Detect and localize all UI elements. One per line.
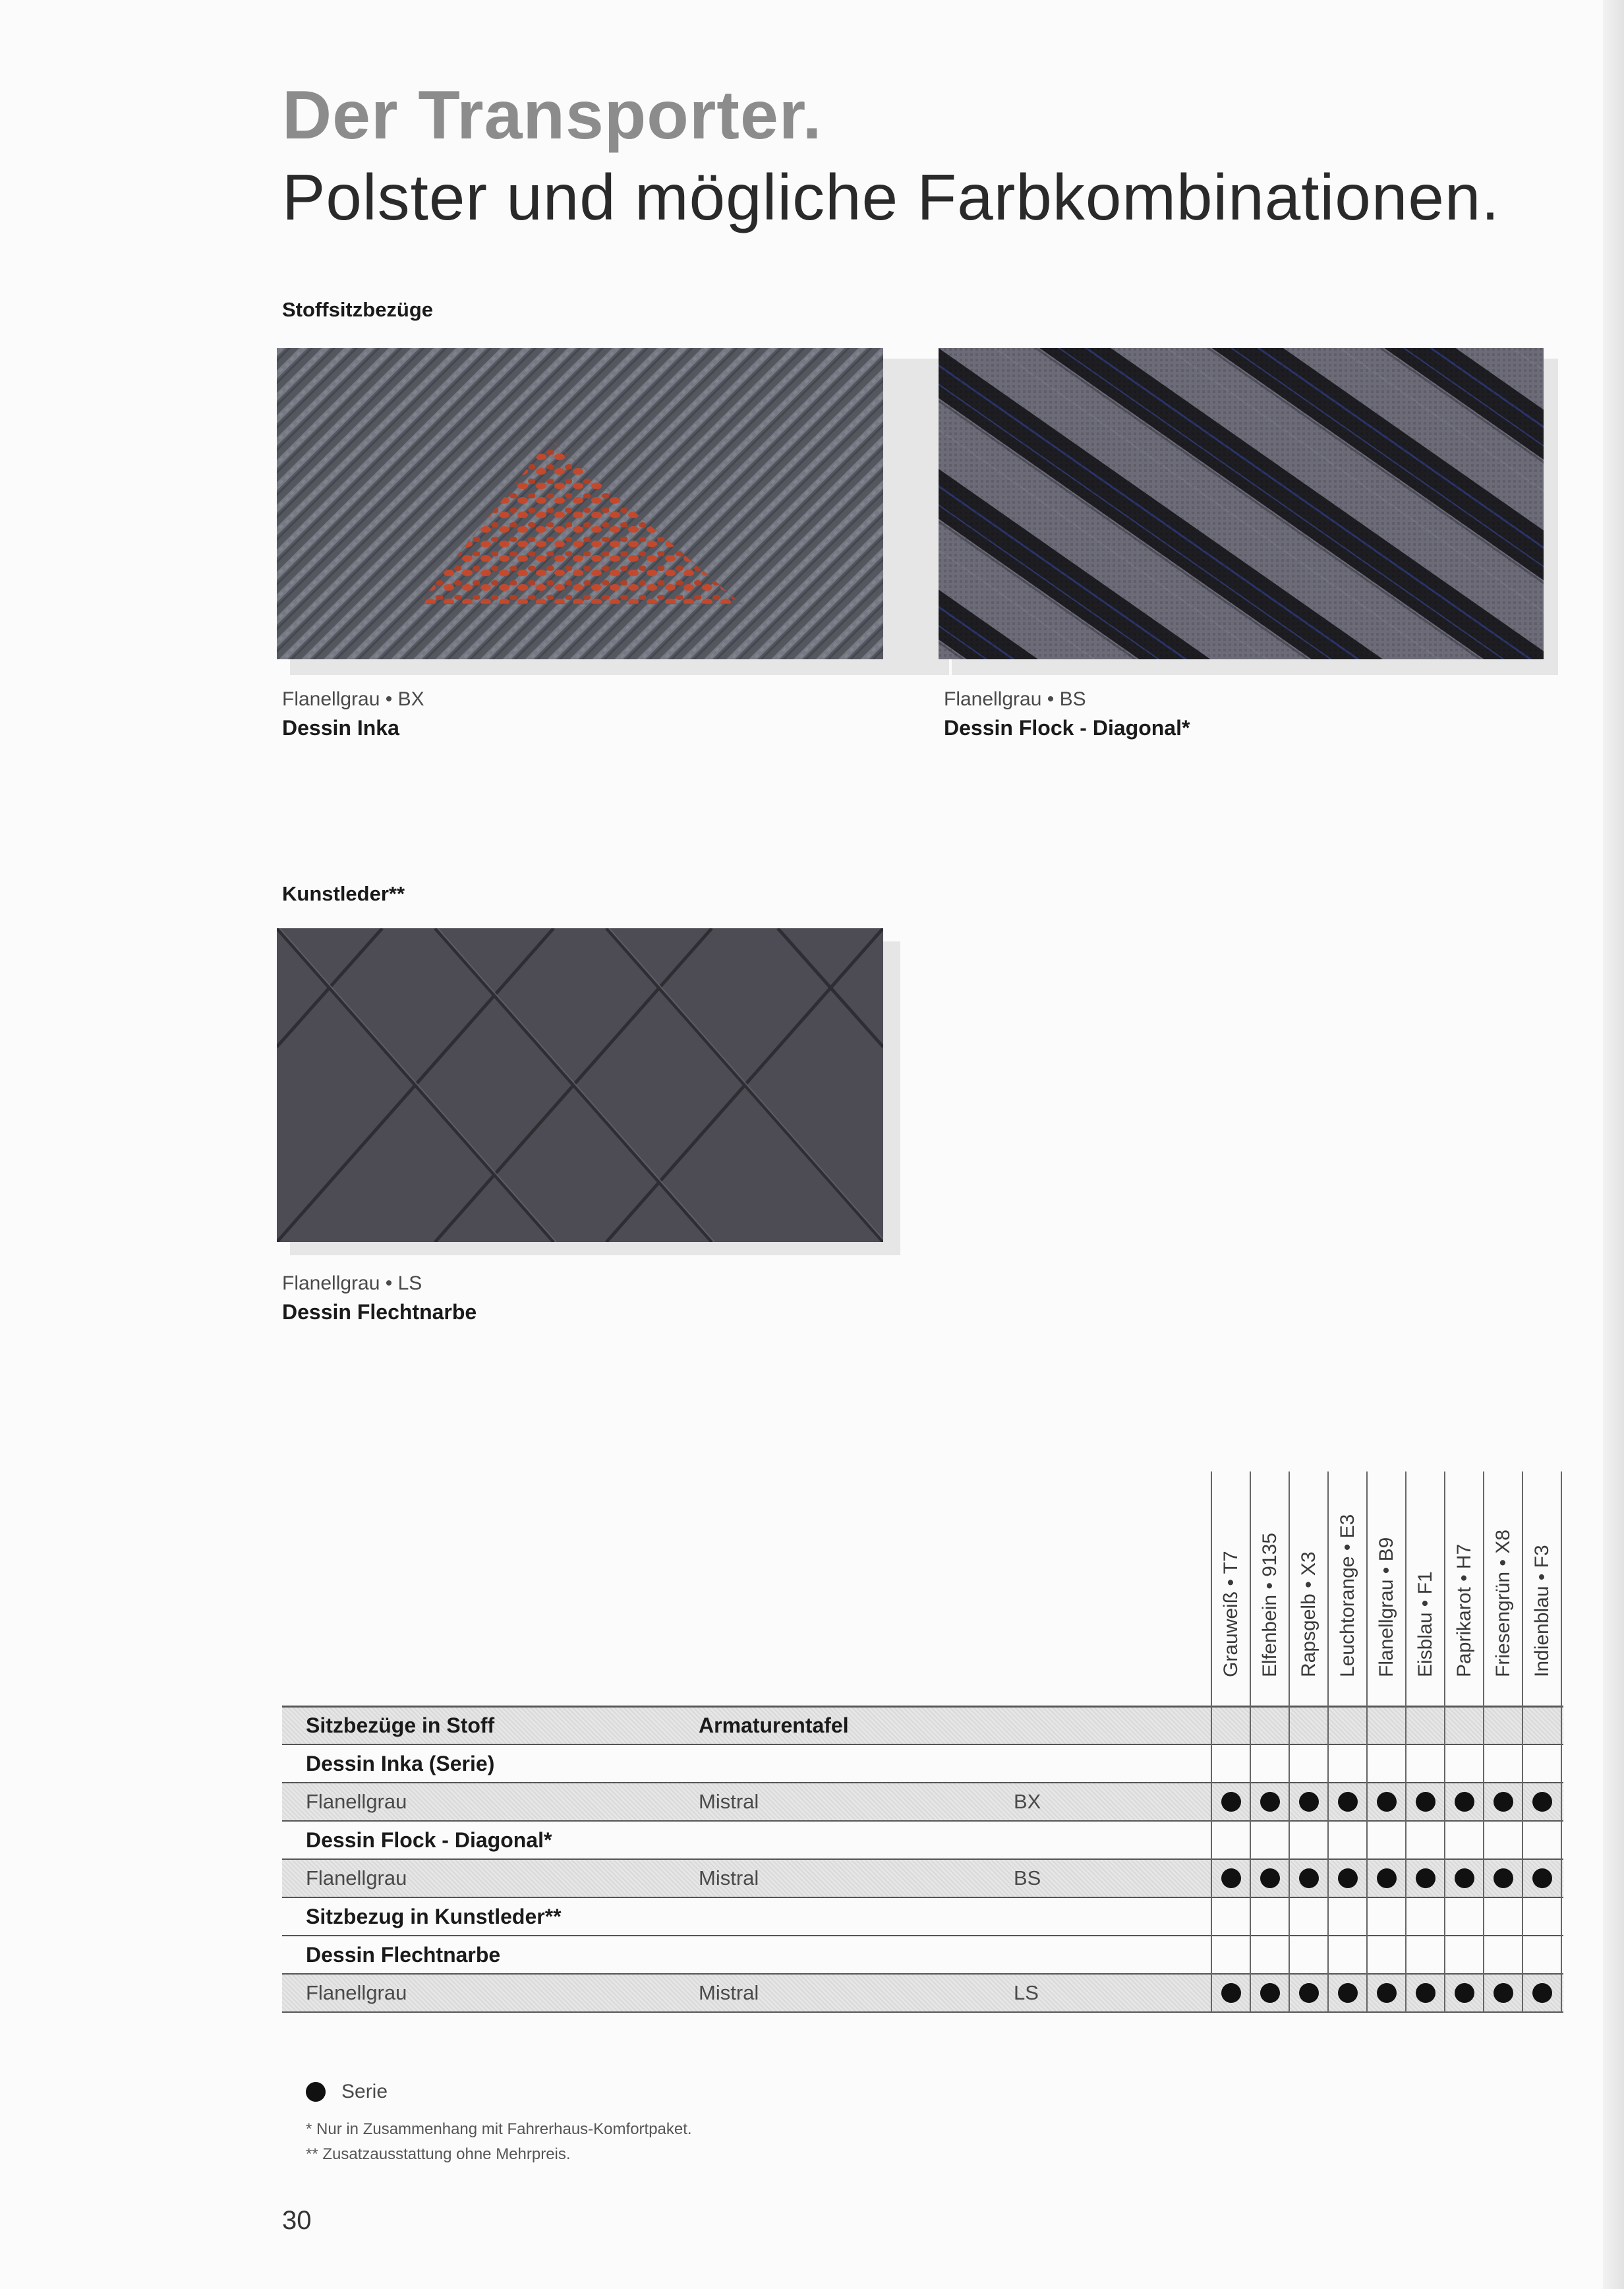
serie-dot-icon [1494, 1983, 1513, 2003]
serie-dot-icon [1338, 1983, 1358, 2003]
swatch-flechtnarbe-code: Flanellgrau • LS [282, 1272, 422, 1294]
group-label: Dessin Flechtnarbe [306, 1943, 501, 1967]
serie-dot-icon [1260, 1868, 1280, 1888]
swatch-flock-name: Dessin Flock - Diagonal* [944, 716, 1190, 740]
color-column-label: Elfenbein • 9135 [1259, 1532, 1281, 1677]
serie-dot-icon [1532, 1868, 1552, 1888]
table-rule [282, 1782, 1563, 1783]
serie-dot-icon [1299, 1983, 1319, 2003]
swatch-inka-code: Flanellgrau • BX [282, 688, 424, 710]
table-column-rule [1444, 1472, 1445, 2012]
row-color-cell: Flanellgrau [306, 1866, 407, 1889]
table-rule [282, 1744, 1563, 1745]
table-rule [282, 1897, 1563, 1898]
table-header-upholstery: Sitzbezüge in Stoff [306, 1713, 495, 1737]
table-group-row [282, 1821, 1563, 1859]
group-label: Dessin Flock - Diagonal* [306, 1828, 552, 1852]
serie-dot-icon [1377, 1792, 1397, 1812]
row-dashboard-cell: Mistral [699, 1981, 759, 2004]
swatch-flock-code: Flanellgrau • BS [944, 688, 1086, 710]
color-column-label: Indienblau • F3 [1531, 1545, 1553, 1677]
table-column-rule [1327, 1472, 1329, 2012]
row-color-cell: Flanellgrau [306, 1981, 407, 2004]
color-column-header [1368, 1475, 1405, 1700]
swatch-flock-image [939, 348, 1544, 659]
swatch-flechtnarbe-image [277, 928, 883, 1242]
color-column-header [1524, 1475, 1561, 1700]
table-column-rule [1366, 1472, 1368, 2012]
serie-dot-icon [1338, 1868, 1358, 1888]
serie-dot-icon [1299, 1868, 1319, 1888]
table-column-rule [1250, 1472, 1251, 2012]
color-column-header [1407, 1475, 1444, 1700]
table-group-row [282, 1744, 1563, 1783]
swatch-inka-image [277, 348, 883, 659]
color-column-header [1446, 1475, 1483, 1700]
serie-dot-icon [1416, 1792, 1436, 1812]
table-column-rule [1483, 1472, 1484, 2012]
table-rule [282, 1973, 1563, 1975]
color-column-label: Eisblau • F1 [1414, 1571, 1436, 1677]
table-group-row [282, 1936, 1563, 1974]
serie-dot-icon [1221, 1792, 1241, 1812]
table-rule [282, 1706, 1563, 1708]
table-row [282, 1859, 1563, 1897]
color-column-label: Friesengrün • X8 [1492, 1530, 1514, 1677]
group-label: Dessin Inka (Serie) [306, 1752, 495, 1775]
footnote-one: * Nur in Zusammenhang mit Fahrerhaus-Komfortpaket. [306, 2120, 692, 2138]
legend-serie-label: Serie [341, 2081, 388, 2102]
table-rule [282, 1935, 1563, 1936]
serie-dot-icon [1416, 1868, 1436, 1888]
color-column-label: Leuchtorange • E3 [1337, 1514, 1358, 1677]
serie-dot-icon [1221, 1868, 1241, 1888]
serie-dot-icon [1455, 1983, 1474, 2003]
table-row [282, 1783, 1563, 1821]
serie-dot-icon [1416, 1983, 1436, 2003]
table-column-rule [1522, 1472, 1523, 2012]
color-column-header [1213, 1475, 1250, 1700]
row-dashboard-cell: Mistral [699, 1866, 759, 1889]
row-code-cell: BS [1014, 1866, 1041, 1889]
color-column-label: Rapsgelb • X3 [1298, 1551, 1320, 1677]
legend-dot-icon [306, 2082, 326, 2102]
leather-section-label: Kunstleder** [282, 882, 405, 905]
page-title: Der Transporter. [282, 77, 823, 154]
group-label: Sitzbezug in Kunstleder** [306, 1905, 562, 1928]
color-column-header [1485, 1475, 1522, 1700]
table-column-rule [1405, 1472, 1406, 2012]
serie-dot-icon [1494, 1792, 1513, 1812]
serie-dot-icon [1299, 1792, 1319, 1812]
serie-dot-icon [1532, 1983, 1552, 2003]
serie-dot-icon [1260, 1792, 1280, 1812]
table-group-row [282, 1897, 1563, 1936]
fabric-section-label: Stoffsitzbezüge [282, 298, 434, 321]
table-header-dashboard: Armaturentafel [699, 1713, 849, 1737]
table-header-row [282, 1706, 1563, 1744]
serie-dot-icon [1532, 1792, 1552, 1812]
color-column-header [1329, 1475, 1366, 1700]
page-subtitle: Polster und mögliche Farbkombinationen. [282, 161, 1500, 233]
color-column-label: Flanellgrau • B9 [1376, 1537, 1397, 1677]
table-row [282, 1974, 1563, 2012]
color-column-label: Grauweiß • T7 [1220, 1551, 1242, 1677]
serie-dot-icon [1377, 1983, 1397, 2003]
table-rule [282, 1820, 1563, 1822]
color-column-header [1252, 1475, 1289, 1700]
serie-dot-icon [1455, 1792, 1474, 1812]
table-column-rule [1561, 1472, 1562, 2012]
swatch-inka-name: Dessin Inka [282, 716, 399, 740]
color-column-header [1290, 1475, 1327, 1700]
table-rule [282, 1858, 1563, 1860]
row-color-cell: Flanellgrau [306, 1790, 407, 1813]
table-column-rule [1289, 1472, 1290, 2012]
page-number: 30 [282, 2206, 312, 2235]
footnote-two: ** Zusatzausstattung ohne Mehrpreis. [306, 2145, 571, 2163]
serie-dot-icon [1338, 1792, 1358, 1812]
serie-dot-icon [1377, 1868, 1397, 1888]
page-edge [1603, 0, 1624, 2289]
serie-dot-icon [1455, 1868, 1474, 1888]
color-column-label: Paprikarot • H7 [1453, 1543, 1475, 1677]
table-rule [282, 2011, 1563, 2013]
row-dashboard-cell: Mistral [699, 1790, 759, 1813]
row-code-cell: LS [1014, 1981, 1039, 2004]
table-column-rule [1211, 1472, 1212, 2012]
serie-dot-icon [1494, 1868, 1513, 1888]
row-code-cell: BX [1014, 1790, 1041, 1813]
swatch-flechtnarbe-name: Dessin Flechtnarbe [282, 1300, 477, 1324]
serie-dot-icon [1221, 1983, 1241, 2003]
serie-dot-icon [1260, 1983, 1280, 2003]
